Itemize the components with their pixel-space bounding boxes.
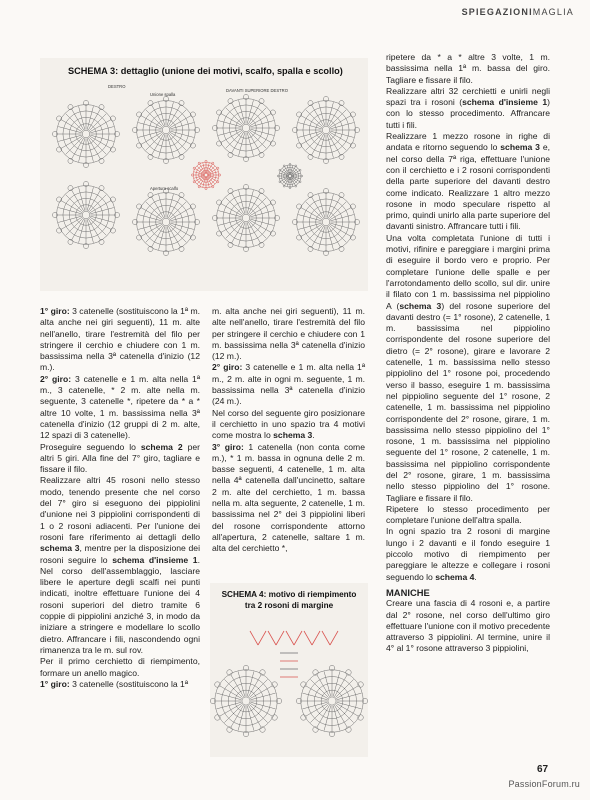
section-header-bold: SPIEGAZIONI xyxy=(461,7,533,17)
filler-stitch xyxy=(304,631,312,645)
rosette-spoke xyxy=(329,133,346,150)
rosette-spoke xyxy=(146,110,163,127)
bold-term: schema 3 xyxy=(399,300,442,311)
bold-term: schema d'insieme 1 xyxy=(112,554,198,565)
rosette xyxy=(277,163,302,188)
rosette-ring xyxy=(162,218,170,226)
rosette-spoke xyxy=(249,221,266,238)
text-run: 3 catenelle e 1 m. alta nella 1ª m., 3 catenelle, * 2 m. alte nella m. seguente, 3 catenelle *, ripetere da * a * altre 10 volte, 1 m. bassissima nella 3ª catenella d'inizio (12 gruppi di 2 m. alte, 12 spazi di 3 catenelle). xyxy=(40,373,200,441)
maniche-text: Creare una fascia di 4 rosoni e, a partire dal 2° rosone, nel corso dell'ultimo giro effettuare l'unione con il motivo precedente attraverso 3 pippiolini. Al termine, unire il 4° al 1° rosone attraverso 3 pippiolini, xyxy=(386,598,550,654)
rosette-ring xyxy=(162,126,170,134)
rosette-spoke xyxy=(66,218,83,235)
rosette-spoke xyxy=(226,131,243,148)
text-run: Per il primo cerchietto di riempimento, formare un anello magico. xyxy=(40,656,200,678)
text-run: ripetere da * a * altre 3 volte, 1 m. bassissima nella 1ª m. bassa del giro. Tagliare e fissare il filo. xyxy=(386,52,550,85)
paragraph xyxy=(40,475,200,656)
paragraph xyxy=(386,131,550,233)
text-run: . xyxy=(474,571,477,582)
rosette-spoke xyxy=(329,202,346,219)
rosette-ring xyxy=(322,126,330,134)
rosette-spoke xyxy=(89,114,106,131)
rosette-spoke xyxy=(310,704,328,722)
bold-term: 1° giro: xyxy=(40,678,70,689)
rosette-spoke xyxy=(329,225,346,242)
rosette-ring xyxy=(242,697,250,705)
rosette xyxy=(52,100,119,167)
rosette-spoke xyxy=(89,218,106,235)
rosette xyxy=(296,665,367,736)
rosette-spoke xyxy=(226,108,243,125)
text-run: ) del rosone superiore del davanti destro (= 1° rosone), 2 catenelle, 1 m. bassissima nel pippiolino corrispondente del rosone superiore del dietro (= 2° rosone), girare e lavorare 2 catenelle, 1 m. bassissima nello stesso pippiolino del 1° rosone poi, procedendo verso il basso, eseguire 1 m. bassissima nel pippiolino seguente del 1° rosone, 2 catenelle, 1 m. bassissima nel pippiolino corrispondente del 2° rosone, girare, 1 m. bassissima nello stesso pippiolino del 1° rosone, 1 m. bassissima nel pippiolino seguente del 1° rosone, 2 catenelle, 1 m. bassissima nel pippiolino corrispondente del 2° rosone, girare, 1 m. bassissima nello stesso pippiolino del 1° rosone. Tagliare e fissare il filo. xyxy=(386,300,550,503)
paragraph xyxy=(212,408,365,442)
page-number: 67 xyxy=(537,764,549,775)
text-run: , mentre per la disposizione dei rosoni seguire lo xyxy=(40,543,200,565)
rosette-spoke xyxy=(224,679,242,697)
rosette-spoke xyxy=(306,202,323,219)
paragraph xyxy=(212,306,365,362)
scheme4-title: SCHEMA 4: motivo di riempimento tra 2 rosoni di margine xyxy=(221,590,357,610)
paragraph xyxy=(386,233,550,504)
rosette xyxy=(292,188,359,255)
rosette xyxy=(132,96,199,163)
rosette-spoke xyxy=(249,198,266,215)
rosette-spoke xyxy=(169,202,186,219)
text-column-2 xyxy=(212,306,365,555)
rosette-ring xyxy=(242,214,250,222)
rosette-spoke xyxy=(310,679,328,697)
text-run: Realizzare 1 mezzo rosone in righe di andata e ritorno seguendo lo xyxy=(386,131,550,153)
rosette-ring xyxy=(82,130,90,138)
bold-term: 1° giro: xyxy=(40,306,70,316)
filler-stitch xyxy=(276,631,284,645)
paragraph xyxy=(212,442,365,555)
paragraph xyxy=(40,306,200,374)
text-column-3 xyxy=(386,52,550,655)
paragraph xyxy=(212,362,365,407)
text-run: . Nel corso dell'assemblaggio, lasciare libere le aperture degli scalfi nei punti indicati, inoltre effettuare l'unione dei 4 rosoni superiori del dietro tramite 6 coppie di pippiolini anziché 3, in modo da iniziare a stringere e modellare lo scollo dietro. Affrancare i fili, nascondendo ogni rimanenza tra le m. sul rov. xyxy=(40,554,200,655)
rosette-spoke xyxy=(207,166,215,174)
section-header-rest: MAGLIA xyxy=(532,7,574,17)
text-run: Realizzare altri 45 rosoni nello stesso modo, tenendo presente che nel corso del 7° giro si eseguono dei pippiolini d'unione nei 3 pippiolini corrispondenti di 1 o 2 rosoni adiacenti. Per l'unione dei rosoni fare riferimento ai dettagli dello xyxy=(40,475,200,542)
text-run: m. alta anche nei giri seguenti), 11 m. alte nell'anello, tirare l'estremità del filo per stringere il cerchio e chiudere con 1 m. bassissima nella 3ª catenella d'inizio (12 m.). xyxy=(212,306,365,362)
rosette-ring xyxy=(242,124,250,132)
rosette-spoke xyxy=(66,137,83,154)
rosette-spoke xyxy=(146,133,163,150)
filler-stitch xyxy=(330,631,338,645)
rosette-spoke xyxy=(282,168,288,174)
rosette-spoke xyxy=(207,176,215,184)
rosette-spoke xyxy=(66,195,83,212)
scheme4-diagram xyxy=(210,583,368,757)
rosette-spoke xyxy=(197,166,205,174)
text-run: 3 catenelle (sostituiscono la 1ª m. alta anche nei giri seguenti), 11 m. alte nell'anello, tirare l'estremità del filo per stringere il cerchio e chiudere con 1 m. bassissima nella 3ª catenella d'inizio (12 m.). xyxy=(40,306,200,373)
label-davanti-superiore: DAVANTI SUPERIORE DESTRO xyxy=(226,88,288,93)
bold-term: 2° giro: xyxy=(212,362,243,373)
rosette-spoke xyxy=(306,133,323,150)
text-run: ) con lo stesso procedimento. Affrancare tutti i fili. xyxy=(386,97,550,130)
rosette xyxy=(52,181,119,248)
rosette xyxy=(212,94,279,161)
paragraph xyxy=(386,86,550,131)
rosette-spoke xyxy=(169,110,186,127)
label-destro: DESTRO xyxy=(108,84,126,89)
label-unione-spalla: Unione spalla xyxy=(150,92,176,97)
scheme3-figure xyxy=(40,58,368,291)
bold-term: schema d'insieme 1 xyxy=(462,97,548,108)
rosette-spoke xyxy=(169,225,186,242)
rosette-spoke xyxy=(146,202,163,219)
rosette-spoke xyxy=(291,168,297,174)
text-column-1 xyxy=(40,306,200,690)
text-run: 3 catenelle (sostituiscono la 1ª xyxy=(69,678,189,689)
text-run: Proseguire seguendo lo xyxy=(40,441,141,452)
bold-term: schema 3 xyxy=(273,430,313,441)
scheme3-title: SCHEMA 3: dettaglio (unione dei motivi, scalfo, spalla e scollo) xyxy=(68,66,343,76)
rosette xyxy=(210,665,281,736)
rosette xyxy=(292,96,359,163)
bold-term: schema 4 xyxy=(435,571,475,582)
paragraph xyxy=(40,656,200,679)
text-run: 3 catenelle e 1 m. alta nella 1ª m., 2 m. alte in ogni m. seguente, 1 m. bassissima nella 3ª catenella d'inizio (24 m.). xyxy=(212,362,365,407)
paragraph xyxy=(386,52,550,86)
rosette-ring xyxy=(82,211,90,219)
rosette xyxy=(191,160,220,189)
section-header xyxy=(462,7,574,17)
text-run: Realizzare altri 32 cerchietti e unirli negli spazi tra i rosoni ( xyxy=(386,85,550,108)
rosette-ring xyxy=(289,175,292,178)
rosette-spoke xyxy=(249,108,266,125)
rosette-spoke xyxy=(335,679,353,697)
running-header xyxy=(0,0,590,30)
rosette-ring xyxy=(322,218,330,226)
text-run: Nel corso del seguente giro posizionare il cerchietto in uno spazio tra 4 motivi come mostra lo xyxy=(212,407,365,441)
rosette-ring xyxy=(328,697,336,705)
scheme3-diagram xyxy=(40,58,368,291)
label-apertura-scalfo: Apertura scalfo xyxy=(150,186,179,191)
rosette-spoke xyxy=(282,177,288,183)
text-run: . xyxy=(312,430,315,441)
paragraph xyxy=(40,679,200,690)
rosette-spoke xyxy=(249,679,267,697)
rosette-spoke xyxy=(169,133,186,150)
rosette xyxy=(212,184,279,251)
text-run: per altri 5 giri. Alla fine del 7° giro, tagliare e fissare il filo. xyxy=(40,441,200,475)
text-run: e, nel corso della 7ª riga, effettuare l'unione con il cerchietto e i 2 rosoni corrispondenti della parte superiore del davanti destro come indicato. Realizzare 1 altro mezzo rosone in modo speculare rispetto al primo, quindi unirlo alla parte superiore del davanti sinistro. Affrancare tutti i fili. xyxy=(386,142,550,232)
rosette-spoke xyxy=(249,704,267,722)
filler-stitch xyxy=(258,631,266,645)
rosette-spoke xyxy=(226,198,243,215)
paragraph xyxy=(386,526,550,582)
text-run: Ripetere lo stesso procedimento per completare l'unione dell'altra spalla. xyxy=(386,503,550,526)
bold-term: 3° giro: xyxy=(212,441,244,452)
rosette-spoke xyxy=(226,221,243,238)
rosette-spoke xyxy=(89,137,106,154)
scheme4-figure xyxy=(210,583,368,757)
filler-stitch xyxy=(294,631,302,645)
filler-stitch xyxy=(322,631,330,645)
paragraph xyxy=(40,374,200,442)
rosette xyxy=(132,188,199,255)
rosette-spoke xyxy=(89,195,106,212)
paragraph xyxy=(386,504,550,527)
maniche-heading: MANICHE xyxy=(386,586,430,598)
rosette-spoke xyxy=(291,177,297,183)
rosette-spoke xyxy=(306,110,323,127)
rosette-spoke xyxy=(224,704,242,722)
bold-term: 2° giro: xyxy=(40,373,72,384)
bold-term: schema 2 xyxy=(140,441,183,452)
paragraph xyxy=(40,442,200,476)
watermark: PassionForum.ru xyxy=(508,779,580,789)
rosette-spoke xyxy=(249,131,266,148)
filler-stitch xyxy=(250,631,258,645)
rosette-spoke xyxy=(66,114,83,131)
rosette-spoke xyxy=(306,225,323,242)
text-run: 1 catenella (non conta come m.), * 1 m. bassa in ognuna delle 2 m. basse seguenti, 4 catenelle, 1 m. alta nella 4ª catenella dall'uncinetto, saltare 2 m. alte del cerchietto, 1 m. bassa nella m. alta seguente, 2 catenelle, 1 m. bassissima nel 2° dei 3 pippiolini liberi del rosone corrispondente attorno all'apertura, 2 catenelle, saltare 1 m. alta del cerchietto *, xyxy=(212,441,365,554)
bold-term: schema 3 xyxy=(40,543,80,554)
rosette-spoke xyxy=(329,110,346,127)
rosette-spoke xyxy=(335,704,353,722)
rosette-ring xyxy=(204,173,207,176)
bold-term: schema 3 xyxy=(500,142,540,153)
text-run: Una volta completata l'unione di tutti i motivi, rifinire e pareggiare i margini prima di eseguire il bordo vero e proprio. Per completare l'unione delle spalle e per l'arrotondamento dello scollo, sul dir. unire il filato con 1 m. bassissima nel pippiolino A ( xyxy=(386,232,550,311)
rosette-spoke xyxy=(146,225,163,242)
filler-stitch xyxy=(312,631,320,645)
filler-stitch xyxy=(286,631,294,645)
rosette-spoke xyxy=(197,176,205,184)
filler-stitch xyxy=(268,631,276,645)
text-run: In ogni spazio tra 2 rosoni di margine lungo i 2 davanti e il fondo eseguire 1 piccolo motivo di riempimento per pareggiare le altezze e collegare i rosoni seguendo lo xyxy=(386,526,550,582)
